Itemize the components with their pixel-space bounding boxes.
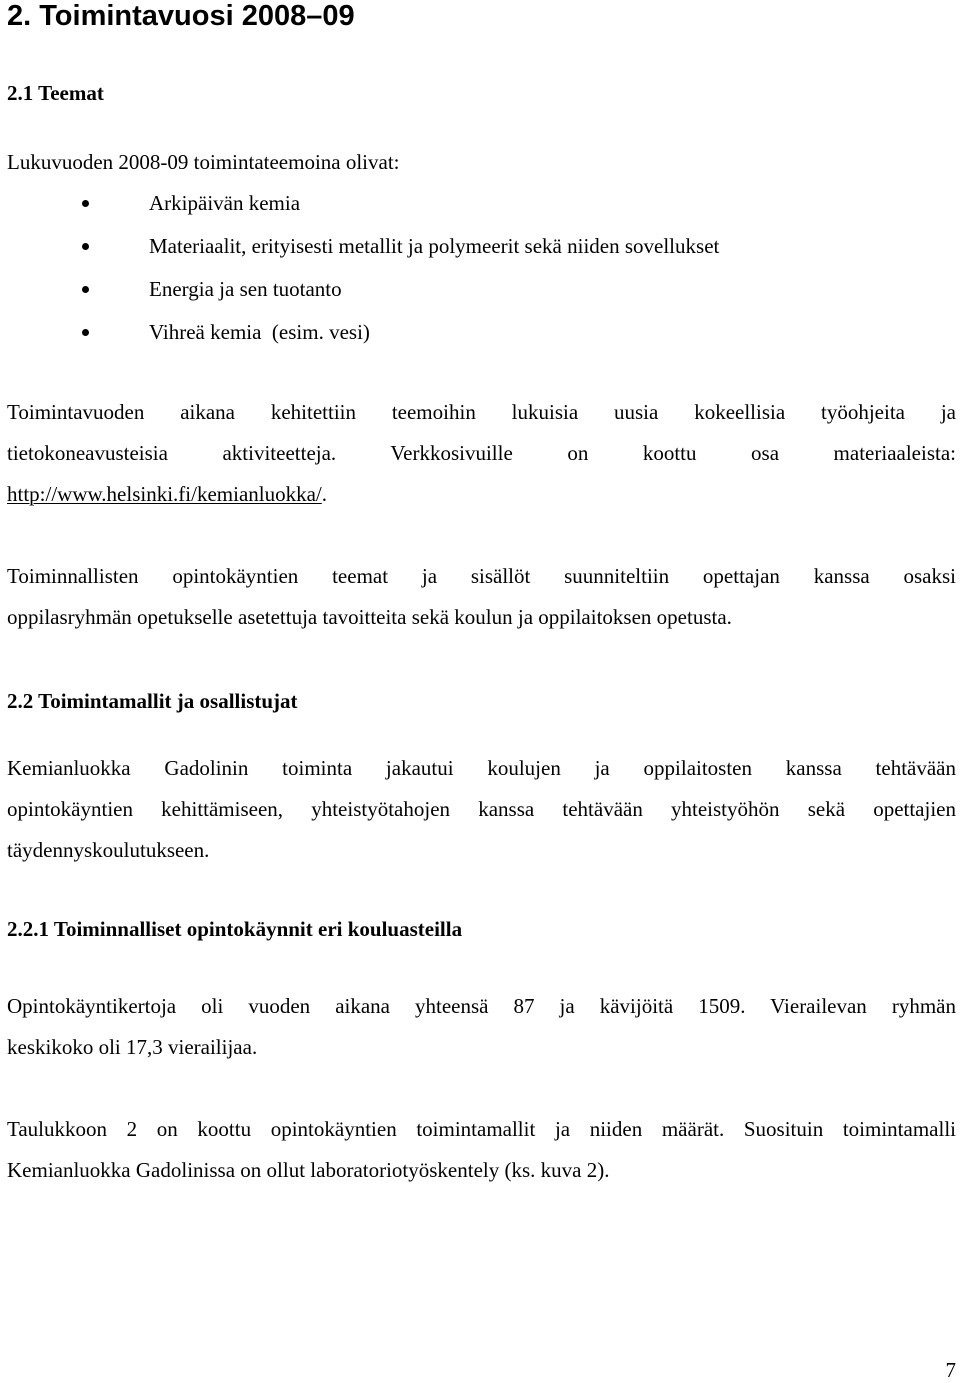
section-2-1-paragraph-2 [7, 556, 956, 638]
paragraph-line: opintokäyntien kehittämiseen, yhteistyötahojen kanssa tehtävään yhteistyöhön sekä opettajien [7, 797, 956, 821]
paragraph-line: täydennyskoulutukseen. [7, 838, 210, 862]
page-number: 7 [945, 1358, 956, 1382]
website-link[interactable]: http://www.helsinki.fi/kemianluokka/ [7, 482, 322, 506]
paragraph-line: tietokoneavusteisia aktiviteetteja. Verkkosivuille on koottu osa materiaaleista: [7, 441, 956, 465]
bullet-icon [82, 243, 89, 250]
section-2-2-paragraph [7, 748, 956, 871]
section-2-2-1-paragraph-2 [7, 1109, 956, 1191]
chapter-heading: 2. Toimintavuosi 2008–09 [7, 0, 355, 32]
link-suffix: . [321, 482, 328, 506]
paragraph-line: Toiminnallisten opintokäyntien teemat ja sisällöt suunniteltiin opettajan kanssa osaksi [7, 564, 956, 588]
section-2-2-1-title: 2.2.1 Toiminnalliset opintokäynnit eri kouluasteilla [7, 917, 463, 941]
section-2-1-intro: Lukuvuoden 2008-09 toimintateemoina olivat: [7, 150, 400, 174]
section-2-2-1-paragraph-1 [7, 986, 956, 1068]
paragraph-line: keskikoko oli 17,3 vierailijaa. [7, 1035, 258, 1059]
paragraph-line: Taulukkoon 2 on koottu opintokäyntien toimintamallit ja niiden määrät. Suosituin toimintamalli [7, 1117, 956, 1141]
section-2-1-paragraph-1 [7, 392, 956, 515]
section-2-1-title: 2.1 Teemat [7, 81, 104, 105]
bullet-icon [82, 329, 89, 336]
paragraph-line: Opintokäyntikertoja oli vuoden aikana yhteensä 87 ja kävijöitä 1509. Vierailevan ryhmän [7, 994, 956, 1018]
paragraph-line: Kemianluokka Gadolinissa on ollut laboratoriotyöskentely (ks. kuva 2). [7, 1158, 610, 1182]
list-item-text: Arkipäivän kemia [149, 191, 301, 215]
bullet-icon [82, 200, 89, 207]
paragraph-line: Kemianluokka Gadolinin toiminta jakautui koulujen ja oppilaitosten kanssa tehtävään [7, 756, 956, 780]
section-2-2-title: 2.2 Toimintamallit ja osallistujat [7, 689, 298, 713]
list-item-text: Energia ja sen tuotanto [149, 277, 342, 301]
list-item-text: Vihreä kemia (esim. vesi) [149, 320, 370, 344]
bullet-icon [82, 286, 89, 293]
paragraph-line [7, 474, 956, 515]
list-item-text: Materiaalit, erityisesti metallit ja polymeerit sekä niiden sovellukset [149, 234, 720, 258]
paragraph-line: Toimintavuoden aikana kehitettiin teemoihin lukuisia uusia kokeellisia työohjeita ja [7, 400, 956, 424]
paragraph-line: oppilasryhmän opetukselle asetettuja tavoitteita sekä koulun ja oppilaitoksen opetusta. [7, 605, 732, 629]
